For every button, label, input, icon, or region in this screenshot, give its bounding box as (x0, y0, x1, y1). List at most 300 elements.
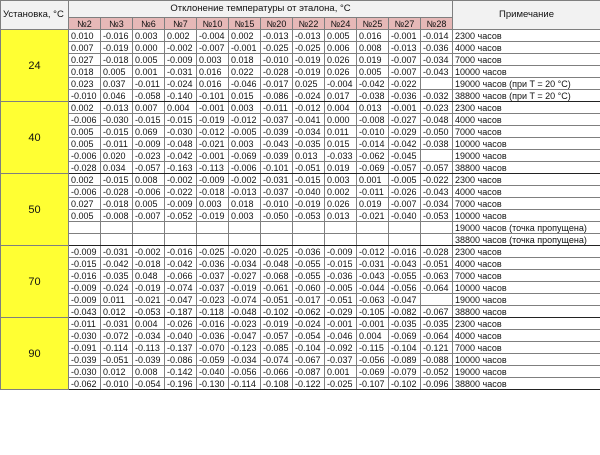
deviation-cell: -0.121 (421, 342, 453, 354)
deviation-cell: 0.006 (325, 42, 357, 54)
column-header: №3 (101, 18, 133, 30)
deviation-cell: -0.013 (229, 186, 261, 198)
deviation-cell: -0.012 (357, 246, 389, 258)
deviation-cell: -0.007 (133, 210, 165, 222)
deviation-cell: -0.068 (261, 270, 293, 282)
deviation-cell: -0.024 (101, 282, 133, 294)
deviation-cell: -0.037 (197, 282, 229, 294)
deviation-cell: -0.006 (69, 114, 101, 126)
deviation-cell: -0.037 (261, 114, 293, 126)
deviation-cell: -0.057 (261, 330, 293, 342)
deviation-cell: -0.033 (325, 150, 357, 162)
deviation-cell: -0.096 (421, 378, 453, 390)
table-row (1, 318, 600, 330)
deviation-cell: -0.092 (325, 342, 357, 354)
deviation-cell: -0.069 (229, 150, 261, 162)
deviation-cell: 0.013 (325, 210, 357, 222)
deviation-cell: -0.035 (101, 270, 133, 282)
deviation-cell: 0.020 (101, 150, 133, 162)
deviation-cell: -0.018 (197, 186, 229, 198)
deviation-cell: -0.030 (101, 114, 133, 126)
deviation-cell: -0.036 (293, 246, 325, 258)
deviation-cell: -0.051 (421, 258, 453, 270)
deviation-cell: -0.015 (165, 114, 197, 126)
deviation-cell: -0.034 (229, 354, 261, 366)
deviation-cell: 0.026 (325, 54, 357, 66)
table-row (1, 378, 600, 390)
table-row (1, 282, 600, 294)
deviation-cell (325, 234, 357, 246)
column-header: №15 (229, 18, 261, 30)
deviation-cell: 0.005 (69, 138, 101, 150)
deviation-cell: -0.015 (325, 258, 357, 270)
deviation-cell (421, 294, 453, 306)
deviation-cell: 0.001 (357, 174, 389, 186)
deviation-cell: -0.196 (165, 378, 197, 390)
deviation-cell: 0.007 (69, 42, 101, 54)
deviation-cell: -0.051 (293, 162, 325, 174)
deviation-cell: 0.003 (229, 138, 261, 150)
deviation-cell: -0.055 (293, 258, 325, 270)
note-cell: 2300 часов (453, 246, 600, 258)
note-cell: 7000 часов (453, 126, 600, 138)
deviation-cell: 0.010 (69, 30, 101, 42)
deviation-cell: -0.102 (261, 306, 293, 318)
deviation-cell (293, 222, 325, 234)
deviation-cell: -0.038 (421, 138, 453, 150)
table-row (1, 126, 600, 138)
deviation-cell: -0.009 (69, 246, 101, 258)
deviation-cell: -0.016 (389, 246, 421, 258)
deviation-cell: -0.058 (133, 90, 165, 102)
column-header: №7 (165, 18, 197, 30)
deviation-cell: -0.016 (165, 246, 197, 258)
deviation-cell: -0.043 (261, 138, 293, 150)
deviation-cell: 0.003 (197, 198, 229, 210)
deviation-cell: -0.085 (261, 342, 293, 354)
deviation-cell: -0.005 (325, 282, 357, 294)
deviation-cell: -0.036 (197, 330, 229, 342)
table-body (1, 30, 600, 390)
deviation-cell: -0.043 (69, 306, 101, 318)
deviation-cell: 0.012 (101, 306, 133, 318)
table-row (1, 222, 600, 234)
deviation-cell: 0.005 (133, 198, 165, 210)
deviation-cell (69, 222, 101, 234)
deviation-cell: -0.015 (101, 174, 133, 186)
deviation-cell: -0.031 (165, 66, 197, 78)
deviation-cell: -0.031 (357, 258, 389, 270)
table-row (1, 246, 600, 258)
deviation-cell: -0.005 (389, 174, 421, 186)
deviation-cell: -0.024 (293, 318, 325, 330)
deviation-cell: -0.091 (69, 342, 101, 354)
deviation-cell (69, 234, 101, 246)
deviation-cell: -0.001 (389, 102, 421, 114)
deviation-cell: -0.113 (133, 342, 165, 354)
deviation-cell: -0.187 (165, 306, 197, 318)
deviation-cell: -0.072 (101, 330, 133, 342)
table-row (1, 270, 600, 282)
deviation-cell: -0.061 (261, 282, 293, 294)
note-cell: 4000 часов (453, 42, 600, 54)
deviation-cell: -0.069 (357, 366, 389, 378)
deviation-cell: -0.037 (197, 270, 229, 282)
deviation-cell: -0.089 (389, 354, 421, 366)
deviation-cell: -0.074 (165, 282, 197, 294)
note-cell: 10000 часов (453, 66, 600, 78)
deviation-cell: -0.012 (229, 114, 261, 126)
deviation-cell: 0.027 (69, 54, 101, 66)
deviation-cell: -0.044 (357, 282, 389, 294)
deviation-cell: -0.002 (165, 174, 197, 186)
deviation-cell: -0.015 (69, 258, 101, 270)
deviation-cell: 0.001 (325, 366, 357, 378)
deviation-cell: -0.122 (293, 378, 325, 390)
note-cell: 38800 часов (точка пропущена) (453, 234, 600, 246)
deviation-cell: -0.047 (165, 294, 197, 306)
table-row (1, 30, 600, 42)
table-row (1, 330, 600, 342)
deviation-cell: 0.011 (101, 294, 133, 306)
deviation-cell: -0.062 (69, 378, 101, 390)
deviation-cell: -0.118 (197, 306, 229, 318)
deviation-cell: -0.047 (229, 330, 261, 342)
deviation-cell: -0.041 (293, 114, 325, 126)
deviation-cell (357, 222, 389, 234)
deviation-cell: 0.011 (325, 126, 357, 138)
deviation-cell (197, 222, 229, 234)
deviation-cell: -0.017 (261, 78, 293, 90)
deviation-cell: 0.003 (197, 54, 229, 66)
deviation-cell: -0.059 (197, 354, 229, 366)
deviation-cell: 0.018 (229, 54, 261, 66)
deviation-cell: 0.005 (133, 54, 165, 66)
deviation-cell: -0.063 (357, 294, 389, 306)
deviation-cell: -0.030 (69, 366, 101, 378)
table-row (1, 78, 600, 90)
deviation-cell: 0.037 (101, 78, 133, 90)
deviation-cell: -0.067 (421, 306, 453, 318)
deviation-cell (357, 234, 389, 246)
deviation-cell: 0.004 (357, 330, 389, 342)
deviation-cell: -0.014 (357, 138, 389, 150)
deviation-cell (133, 234, 165, 246)
deviation-cell: -0.114 (229, 378, 261, 390)
table-row (1, 138, 600, 150)
deviation-cell: -0.013 (293, 30, 325, 42)
column-header: №27 (389, 18, 421, 30)
note-cell: 10000 часов (453, 282, 600, 294)
deviation-cell: -0.067 (293, 354, 325, 366)
deviation-cell: 0.002 (325, 186, 357, 198)
deviation-cell: -0.050 (261, 210, 293, 222)
deviation-cell: -0.013 (389, 42, 421, 54)
deviation-cell: -0.007 (197, 42, 229, 54)
deviation-cell: 0.026 (325, 66, 357, 78)
deviation-cell: -0.022 (165, 186, 197, 198)
deviation-cell: 0.005 (357, 66, 389, 78)
deviation-cell (229, 234, 261, 246)
deviation-cell: -0.142 (165, 366, 197, 378)
note-cell: 38800 часов (при T = 20 °C) (453, 90, 600, 102)
deviation-cell: -0.022 (421, 174, 453, 186)
deviation-cell: 0.005 (325, 30, 357, 42)
deviation-cell: -0.060 (293, 282, 325, 294)
deviation-cell: -0.107 (357, 378, 389, 390)
deviation-cell: -0.036 (421, 42, 453, 54)
deviation-cell: 0.017 (325, 90, 357, 102)
deviation-cell: -0.048 (165, 138, 197, 150)
deviation-cell: -0.034 (293, 126, 325, 138)
deviation-cell: -0.027 (389, 114, 421, 126)
deviation-cell: -0.104 (293, 342, 325, 354)
deviation-cell: -0.034 (133, 330, 165, 342)
deviation-cell: 0.008 (133, 174, 165, 186)
deviation-cell: -0.010 (357, 126, 389, 138)
deviation-cell (133, 222, 165, 234)
deviation-cell: 0.019 (325, 162, 357, 174)
note-cell: 10000 часов (453, 138, 600, 150)
table-row (1, 102, 600, 114)
deviation-cell: -0.019 (293, 198, 325, 210)
deviation-cell: -0.043 (357, 270, 389, 282)
deviation-cell: -0.028 (101, 186, 133, 198)
deviation-cell (165, 234, 197, 246)
deviation-cell (261, 222, 293, 234)
deviation-cell: -0.055 (389, 270, 421, 282)
deviation-cell: -0.028 (421, 246, 453, 258)
deviation-cell: -0.051 (261, 294, 293, 306)
deviation-cell: -0.069 (389, 330, 421, 342)
deviation-cell (101, 234, 133, 246)
deviation-cell: -0.054 (293, 330, 325, 342)
deviation-cell: -0.004 (197, 30, 229, 42)
deviation-cell: -0.163 (165, 162, 197, 174)
deviation-cell: -0.050 (421, 126, 453, 138)
deviation-cell: 0.004 (165, 102, 197, 114)
deviation-cell: -0.007 (389, 66, 421, 78)
note-cell: 19000 часов (453, 294, 600, 306)
deviation-cell: -0.045 (389, 150, 421, 162)
deviation-cell: -0.012 (197, 126, 229, 138)
deviation-cell: -0.057 (389, 162, 421, 174)
deviation-cell: -0.082 (389, 306, 421, 318)
deviation-cell: -0.042 (357, 78, 389, 90)
deviation-cell: -0.052 (421, 366, 453, 378)
deviation-cell: 0.013 (293, 150, 325, 162)
note-cell: 2300 часов (453, 174, 600, 186)
deviation-cell: 0.019 (357, 198, 389, 210)
table-row (1, 162, 600, 174)
deviation-cell: -0.019 (197, 114, 229, 126)
note-cell: 38800 часов (453, 378, 600, 390)
deviation-cell: -0.006 (69, 186, 101, 198)
deviation-cell: 0.005 (101, 66, 133, 78)
deviation-cell: 0.018 (229, 198, 261, 210)
deviation-cell: -0.006 (133, 186, 165, 198)
deviation-cell: 0.002 (69, 174, 101, 186)
deviation-cell: -0.025 (293, 42, 325, 54)
deviation-cell: -0.056 (389, 282, 421, 294)
deviation-cell: -0.017 (293, 294, 325, 306)
deviation-cell: -0.066 (165, 270, 197, 282)
table-row (1, 42, 600, 54)
setting-value: 24 (1, 30, 69, 102)
deviation-cell: 0.003 (229, 102, 261, 114)
deviation-cell: -0.011 (69, 318, 101, 330)
deviation-cell: -0.046 (325, 330, 357, 342)
deviation-cell: -0.006 (69, 150, 101, 162)
deviation-cell: -0.013 (101, 102, 133, 114)
deviation-cell: -0.002 (133, 246, 165, 258)
deviation-cell: -0.023 (421, 102, 453, 114)
setting-value: 40 (1, 102, 69, 174)
deviation-cell (261, 234, 293, 246)
deviation-cell: 0.005 (69, 126, 101, 138)
deviation-cell: -0.032 (421, 90, 453, 102)
deviation-cell: -0.010 (261, 54, 293, 66)
deviation-cell: -0.062 (357, 150, 389, 162)
deviation-cell: -0.015 (101, 126, 133, 138)
deviation-cell: 0.016 (357, 30, 389, 42)
table-row (1, 114, 600, 126)
deviation-cell: -0.008 (101, 210, 133, 222)
column-header: №28 (421, 18, 453, 30)
deviation-cell: -0.023 (229, 318, 261, 330)
deviation-cell: -0.009 (165, 198, 197, 210)
deviation-cell: -0.001 (325, 318, 357, 330)
deviation-cell: 0.034 (101, 162, 133, 174)
table-row (1, 306, 600, 318)
deviation-cell: -0.035 (293, 138, 325, 150)
deviation-cell: -0.053 (421, 210, 453, 222)
deviation-cell: -0.039 (261, 126, 293, 138)
deviation-cell: -0.042 (165, 150, 197, 162)
deviation-cell: -0.029 (325, 306, 357, 318)
deviation-cell: -0.031 (101, 246, 133, 258)
deviation-cell: -0.016 (69, 270, 101, 282)
deviation-cell: -0.031 (261, 174, 293, 186)
deviation-header: Отклонение температуры от эталона, °C (69, 1, 453, 18)
deviation-cell: -0.052 (165, 210, 197, 222)
deviation-cell: 0.001 (133, 66, 165, 78)
deviation-cell: -0.001 (229, 42, 261, 54)
deviation-cell: 0.003 (229, 210, 261, 222)
deviation-cell: 0.022 (229, 66, 261, 78)
deviation-cell: -0.007 (389, 54, 421, 66)
deviation-cell: -0.011 (101, 138, 133, 150)
note-cell: 7000 часов (453, 342, 600, 354)
deviation-cell: -0.011 (133, 78, 165, 90)
deviation-cell: -0.010 (261, 198, 293, 210)
note-cell: 7000 часов (453, 54, 600, 66)
deviation-cell: -0.115 (357, 342, 389, 354)
deviation-cell: -0.036 (197, 258, 229, 270)
deviation-cell: 0.002 (165, 30, 197, 42)
table-row (1, 66, 600, 78)
deviation-cell: -0.040 (293, 186, 325, 198)
deviation-cell (421, 222, 453, 234)
deviation-cell: 0.069 (133, 126, 165, 138)
deviation-cell: -0.038 (357, 90, 389, 102)
deviation-cell: -0.123 (229, 342, 261, 354)
deviation-cell: -0.009 (197, 174, 229, 186)
deviation-cell: 0.002 (69, 102, 101, 114)
deviation-cell: -0.014 (421, 30, 453, 42)
deviation-cell: -0.064 (421, 282, 453, 294)
deviation-cell: 0.004 (133, 318, 165, 330)
table-row (1, 234, 600, 246)
deviation-cell: -0.009 (69, 282, 101, 294)
deviation-cell: -0.062 (293, 306, 325, 318)
note-cell: 19000 часов (при T = 20 °C) (453, 78, 600, 90)
deviation-cell: -0.056 (357, 354, 389, 366)
column-header: №2 (69, 18, 101, 30)
table-row (1, 342, 600, 354)
deviation-cell: -0.019 (197, 210, 229, 222)
deviation-cell: -0.048 (229, 306, 261, 318)
deviation-cell: -0.040 (197, 366, 229, 378)
deviation-cell: 0.027 (69, 198, 101, 210)
setting-value: 70 (1, 246, 69, 318)
deviation-cell: 0.008 (133, 366, 165, 378)
deviation-cell: -0.079 (389, 366, 421, 378)
deviation-cell: -0.009 (165, 54, 197, 66)
deviation-cell: -0.101 (197, 90, 229, 102)
deviation-cell: -0.004 (325, 78, 357, 90)
deviation-cell: -0.034 (229, 258, 261, 270)
deviation-cell: -0.009 (69, 294, 101, 306)
deviation-cell: -0.008 (357, 114, 389, 126)
note-cell: 4000 часов (453, 330, 600, 342)
deviation-cell: -0.015 (293, 174, 325, 186)
note-cell: 7000 часов (453, 270, 600, 282)
note-cell: 4000 часов (453, 186, 600, 198)
deviation-cell: -0.024 (165, 78, 197, 90)
deviation-cell: 0.026 (325, 198, 357, 210)
deviation-cell: -0.069 (357, 162, 389, 174)
deviation-cell: 0.016 (197, 66, 229, 78)
deviation-cell: -0.074 (229, 294, 261, 306)
deviation-cell: -0.108 (261, 378, 293, 390)
deviation-cell: -0.002 (229, 174, 261, 186)
deviation-cell: -0.025 (261, 246, 293, 258)
deviation-cell: -0.074 (261, 354, 293, 366)
deviation-cell: -0.051 (101, 354, 133, 366)
deviation-cell: -0.088 (421, 354, 453, 366)
deviation-cell: -0.001 (197, 150, 229, 162)
column-header: №6 (133, 18, 165, 30)
deviation-cell: 0.000 (133, 42, 165, 54)
deviation-cell: -0.042 (101, 258, 133, 270)
note-cell: 2300 часов (453, 318, 600, 330)
note-cell: 19000 часов (453, 150, 600, 162)
deviation-cell: -0.001 (389, 30, 421, 42)
deviation-cell: -0.015 (133, 114, 165, 126)
deviation-cell: -0.086 (261, 90, 293, 102)
deviation-cell (101, 222, 133, 234)
deviation-cell (197, 234, 229, 246)
deviation-cell: 0.004 (325, 102, 357, 114)
deviation-cell: -0.009 (133, 138, 165, 150)
deviation-cell: -0.087 (293, 366, 325, 378)
note-header: Примечание (453, 1, 600, 30)
deviation-cell: -0.054 (133, 378, 165, 390)
deviation-cell: -0.001 (197, 102, 229, 114)
deviation-cell: -0.057 (133, 162, 165, 174)
deviation-cell: -0.102 (389, 378, 421, 390)
